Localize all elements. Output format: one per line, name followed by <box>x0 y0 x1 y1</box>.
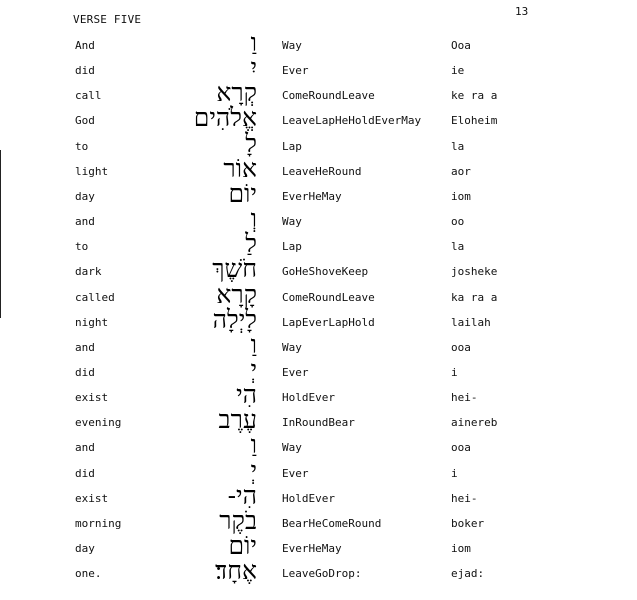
hebrew-word: יִ <box>250 53 257 83</box>
english-word: to <box>75 139 89 153</box>
transliteration: ainereb <box>451 416 498 430</box>
gloss-word: Lap <box>282 240 302 254</box>
english-word: and <box>75 215 95 228</box>
english-word: and <box>75 340 95 354</box>
transliteration: iom <box>451 542 471 555</box>
word-row <box>0 505 637 535</box>
english-word: day <box>75 189 95 203</box>
english-word: God <box>75 114 95 128</box>
transliteration: iom <box>451 189 471 203</box>
transliteration: Eloheim <box>451 114 498 128</box>
word-row <box>0 78 637 108</box>
english-word: And <box>75 39 95 52</box>
word-row <box>0 480 637 510</box>
gloss-word: LapEverLapHold <box>282 315 375 329</box>
transliteration: hei- <box>451 391 478 405</box>
gloss-word: Lap <box>282 139 302 153</box>
transliteration: i <box>451 365 458 379</box>
transliteration: ooa <box>451 340 471 354</box>
gloss-word: ComeRoundLeave <box>282 89 375 103</box>
transliteration: ejad: <box>451 567 485 581</box>
english-word: did <box>75 365 95 379</box>
transliteration: ke ra a <box>451 89 498 103</box>
gloss-word: HoldEver <box>282 391 335 405</box>
english-word: exist <box>75 491 109 505</box>
gloss-word: EverHeMay <box>282 542 342 555</box>
english-word: one. <box>75 567 102 581</box>
english-word: evening <box>75 416 122 430</box>
hebrew-word: בֹקֶר <box>219 505 257 535</box>
gloss-word: InRoundBear <box>282 416 355 430</box>
hebrew-word: קָרָא <box>216 279 257 309</box>
english-word: night <box>75 315 109 329</box>
hebrew-word: לָיְלָה <box>212 304 257 334</box>
word-row <box>0 128 637 158</box>
word-row <box>0 380 637 410</box>
english-word: call <box>75 89 102 103</box>
hebrew-word: אֱלֹהִים <box>193 103 257 133</box>
transliteration: i <box>451 466 458 480</box>
gloss-word: Way <box>282 39 302 52</box>
english-word: dark <box>75 265 102 279</box>
word-row <box>0 204 637 233</box>
transliteration: hei- <box>451 491 478 505</box>
english-word: did <box>75 64 95 78</box>
english-word: day <box>75 542 95 555</box>
word-row <box>0 28 637 57</box>
verse-heading: VERSE FIVE <box>73 13 142 26</box>
transliteration: boker <box>451 516 485 530</box>
gloss-word: Ever <box>282 64 309 78</box>
transliteration: ka ra a <box>451 290 498 304</box>
gloss-word: LeaveLapHeHoldEverMay <box>282 114 422 128</box>
hebrew-word: וַ <box>250 28 257 57</box>
word-row <box>0 556 637 586</box>
word-row <box>0 354 637 384</box>
hebrew-word: יוֹם <box>228 531 257 560</box>
word-row <box>0 178 637 208</box>
english-word: morning <box>75 516 122 530</box>
hebrew-word: לַ <box>245 229 257 259</box>
word-row <box>0 153 637 183</box>
transliteration: ie <box>451 64 465 78</box>
english-word: called <box>75 290 115 304</box>
english-word: did <box>75 466 95 480</box>
english-word: to <box>75 240 89 254</box>
word-row <box>0 254 637 284</box>
transliteration: oo <box>451 215 465 228</box>
english-word: light <box>75 164 109 178</box>
gloss-word: Way <box>282 340 302 354</box>
hebrew-word: הִי <box>236 380 257 410</box>
word-row <box>0 53 637 83</box>
gloss-word: Ever <box>282 365 309 379</box>
transliteration: aor <box>451 164 471 178</box>
gloss-word: LeaveHeRound <box>282 164 362 178</box>
hebrew-word: יְ <box>250 455 257 485</box>
gloss-word: BearHeComeRound <box>282 516 382 530</box>
hebrew-word: וַ <box>250 329 257 359</box>
hebrew-word: וְ <box>250 204 257 233</box>
gloss-word: HoldEver <box>282 491 335 505</box>
hebrew-word: לָ <box>245 128 257 158</box>
hebrew-word: קְרָא <box>216 78 257 108</box>
page-number: 13 <box>515 5 529 18</box>
english-word: and <box>75 441 95 455</box>
word-row <box>0 531 637 560</box>
word-row <box>0 103 637 133</box>
word-row <box>0 455 637 485</box>
word-row <box>0 279 637 309</box>
gloss-word: Ever <box>282 466 309 480</box>
hebrew-word: יְ <box>250 354 257 384</box>
transliteration: lailah <box>451 315 491 329</box>
transliteration: la <box>451 139 465 153</box>
transliteration: Ooa <box>451 39 471 52</box>
hebrew-word: וַ <box>250 430 257 460</box>
english-word: exist <box>75 391 109 405</box>
hebrew-word: אֶחָד׃ <box>215 556 257 586</box>
word-row <box>0 229 637 259</box>
word-row <box>0 430 637 460</box>
hebrew-word: אוֹר <box>223 153 257 183</box>
hebrew-word: הִי- <box>227 480 257 510</box>
transliteration: ooa <box>451 441 471 455</box>
hebrew-word: עֶרֶב <box>218 405 257 435</box>
word-row <box>0 304 637 334</box>
gloss-word: Way <box>282 441 302 455</box>
transliteration: josheke <box>451 265 498 279</box>
gloss-word: LeaveGoDrop: <box>282 567 362 581</box>
gloss-word: ComeRoundLeave <box>282 290 375 304</box>
gloss-word: GoHeShoveKeep <box>282 265 369 279</box>
transliteration: la <box>451 240 465 254</box>
gloss-word: EverHeMay <box>282 189 342 203</box>
hebrew-word: חֹשֶׁךְ <box>212 254 257 284</box>
word-row <box>0 405 637 435</box>
word-row <box>0 329 637 359</box>
gloss-word: Way <box>282 215 302 228</box>
hebrew-word: יוֹם <box>228 178 257 208</box>
